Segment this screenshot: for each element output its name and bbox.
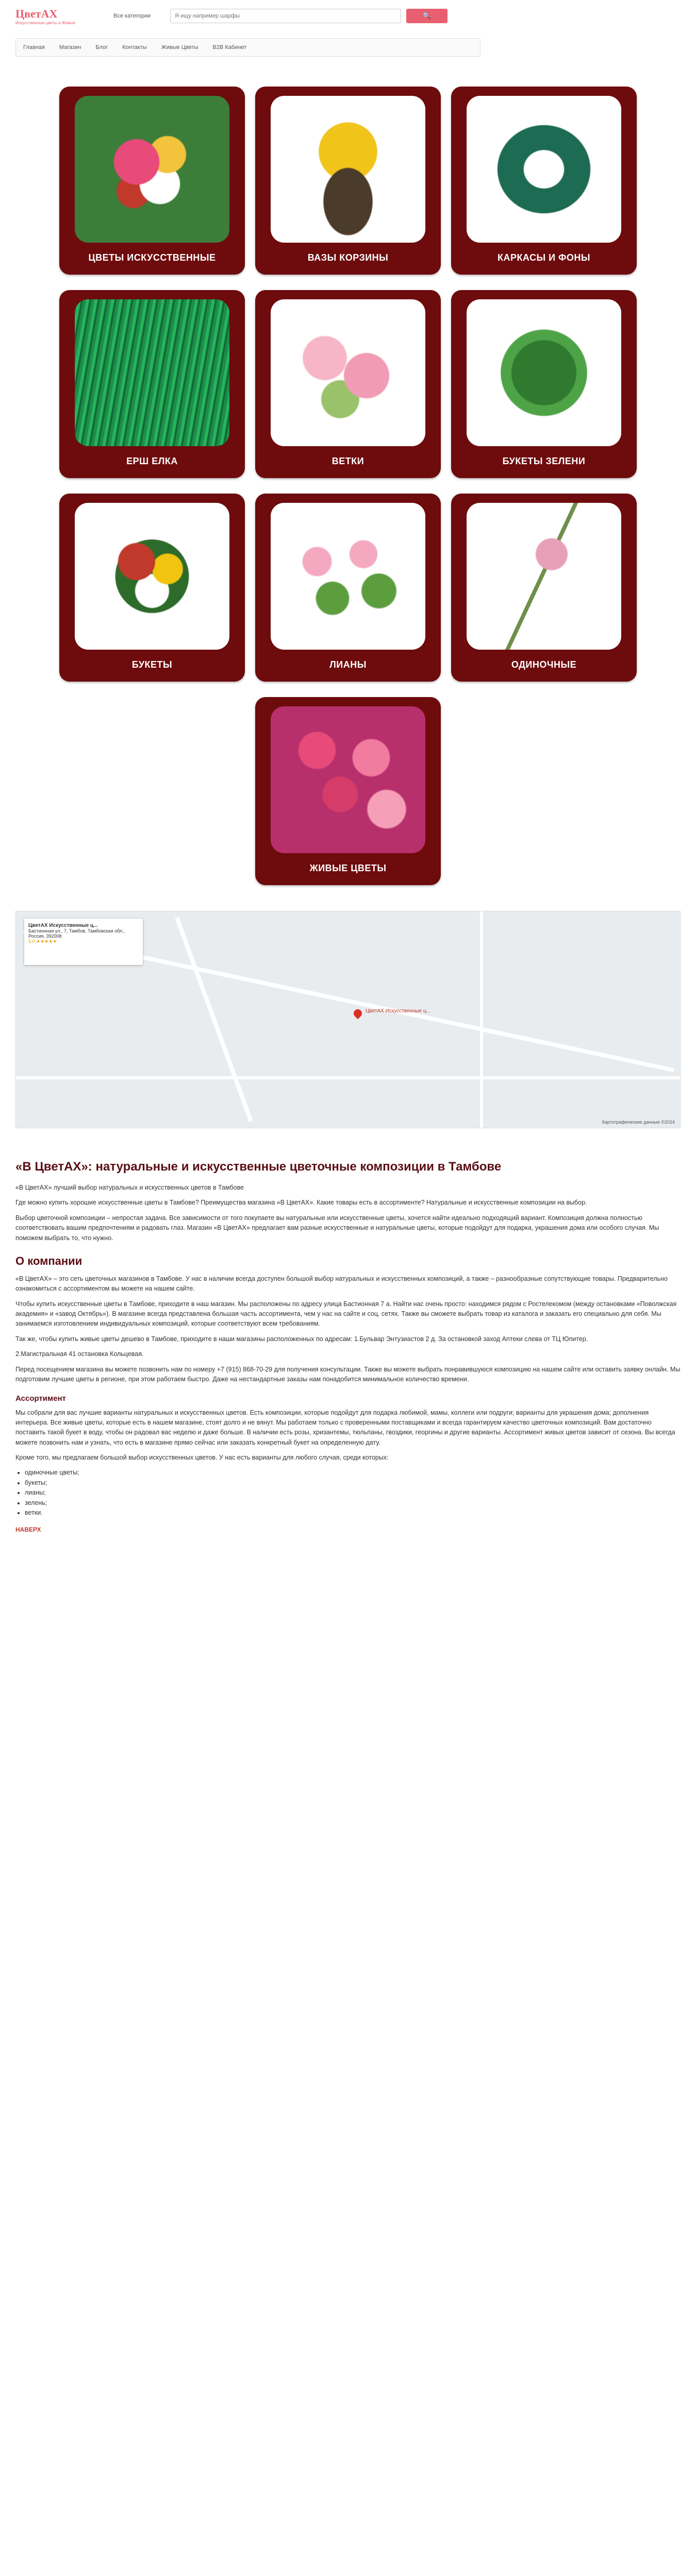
category-tile-single[interactable] — [451, 494, 637, 682]
map-road — [175, 917, 253, 1122]
nav-home[interactable]: Главная — [23, 44, 45, 50]
article-paragraph: «В ЦветАХ» лучший выбор натуральных и искусственных цветов в Тамбове — [15, 1184, 244, 1191]
category-tile-live-flowers[interactable] — [255, 697, 441, 885]
article-paragraph: 2.Магистральная 41 остановка Кольцевая. — [15, 1350, 144, 1358]
logo-subtitle: Искусственные цветы и Живые — [15, 20, 76, 25]
bouquets-image — [75, 503, 229, 650]
map-road — [480, 911, 483, 1128]
category-label: ЕРШ ЕЛКА — [126, 456, 178, 466]
category-label: БУКЕТЫ — [131, 659, 173, 670]
search-input[interactable] — [170, 9, 401, 23]
header — [15, 0, 681, 32]
assortment-list — [25, 1468, 681, 1518]
category-tile-bouquets[interactable] — [59, 494, 245, 682]
article-paragraph: Где можно купить хорошие искусственные цветы в Тамбове? Преимущества магазина «В ЦветАХ». Какие товары есть в ассортименте? Натуральные и искусственные композиции на выбор. — [15, 1199, 587, 1207]
single-flowers-image — [467, 503, 621, 650]
greenery-image — [467, 299, 621, 446]
back-to-top-link[interactable]: НАВЕРХ — [15, 1526, 41, 1534]
article-paragraph: Так же, чтобы купить живые цветы дешево в Тамбове, приходите в наши магазины расположенных по адресам: 1.Бульвар Энтузиастов 2 д. За остановкой заход Аптеки слева от ТЦ Юпитер. — [15, 1335, 588, 1343]
category-tile-branches[interactable] — [255, 290, 441, 478]
map-pin-icon[interactable] — [352, 1008, 364, 1020]
category-tile-frames[interactable] — [451, 87, 637, 275]
category-tile-spruce[interactable] — [59, 290, 245, 478]
nav-shop[interactable]: Магазин — [59, 44, 81, 50]
list-item: • букеты; — [25, 1478, 681, 1488]
nav-blog[interactable]: Блог — [95, 44, 108, 50]
assortment-heading: Ассортимент — [15, 1394, 66, 1403]
map-attribution: Картографические данные ©2024 — [602, 1120, 675, 1125]
map-place-rating: 5,0 ★★★★★ — [28, 939, 57, 944]
article-paragraph: Кроме того, мы предлагаем большой выбор искусственных цветов. У нас есть варианты для любого случая, среди которых: — [15, 1454, 389, 1462]
map-place-title: ЦветАХ Искусственные ц... — [28, 923, 98, 928]
category-grid-last — [15, 697, 681, 885]
store-map[interactable] — [15, 911, 681, 1128]
article-paragraph: Чтобы купить искусственные цветы в Тамбове, приходите в наш магазин. Мы расположены по адресу улица Бастионная 7 а. Найти нас очень просто: находимся рядом с Ростелекомом (между остановками «Поволжская академия» и «завод Октябрь»). В магазине всегда представлена большая часть ассортимента, чем у нас на сайте и соц. сетях. Также вы сможете выбрать товар из каталога и заказать его специально для себя. Мы занимаемся изготовлением индивидуальных композиций, которые соответствуют всем требованиям. — [15, 1300, 677, 1328]
map-road — [16, 1076, 681, 1079]
branches-image — [271, 299, 425, 446]
map-place-address: Бастионная ул., 7, Тамбов, Тамбовская обл., Россия, 392008 — [28, 928, 125, 939]
article-paragraph: Выбор цветочной композиции – непростая задача. Все зависимости от того покупаете вы натуральные или искусственные цветы, хочется найти идеально подходящий вариант. Композиция должна полностью соответствовать вашим предпочтениям и радовать глаз. Магазин «В ЦветАХ» предлагает вам разные искусственные и натуральные цветы, которые подойдут для подарка, украшения дома или особого случая. Мы поможем выбрать то, что нужно. — [15, 1214, 659, 1242]
logo-title: ЦветАХ — [15, 7, 58, 20]
page — [15, 0, 681, 1535]
logo[interactable] — [15, 7, 93, 25]
search-button[interactable] — [406, 9, 448, 23]
category-tile-greenery[interactable] — [451, 290, 637, 478]
category-grid — [15, 87, 681, 682]
seo-article — [15, 1159, 681, 1535]
search-category-select[interactable]: Все категории — [113, 13, 151, 19]
artificial-flowers-image — [75, 96, 229, 243]
article-title: «В ЦветАХ»: натуральные и искусственные цветочные композиции в Тамбове — [15, 1160, 502, 1174]
nav-live-flowers[interactable]: Живые Цветы — [161, 44, 198, 50]
list-item: • зелень; — [25, 1498, 681, 1508]
live-flowers-image — [271, 706, 425, 853]
map-place-card[interactable] — [24, 919, 143, 965]
nav-b2b[interactable]: B2B Кабинет — [212, 44, 247, 50]
search-icon: 🔍 — [422, 12, 432, 20]
category-label: БУКЕТЫ ЗЕЛЕНИ — [502, 456, 586, 466]
main-nav — [15, 38, 480, 57]
category-label: ЖИВЫЕ ЦВЕТЫ — [309, 863, 387, 873]
category-label: ОДИНОЧНЫЕ — [511, 659, 577, 670]
map-pin-label: ЦветАХ Искусственные ц... — [366, 1008, 431, 1014]
category-label: ЛИАНЫ — [329, 659, 367, 670]
vines-image — [271, 503, 425, 650]
spruce-image — [75, 299, 229, 446]
search-bar — [113, 9, 448, 23]
category-label: ЦВЕТЫ ИСКУССТВЕННЫЕ — [88, 252, 216, 263]
article-paragraph: Перед посещением магазина вы можете позвонить нам по номеру +7 (915) 868-70-29 для получения консультации. Также вы можете выбрать понравившуюся композицию на нашем сайте или оставить заявку онлайн. Мы подготовим лучшие цветы в регионе, при этом работаем быстро. Даже на нестандартные заказы нам понадобится минимальное количество времени. — [15, 1365, 681, 1383]
category-tile-vines[interactable] — [255, 494, 441, 682]
article-paragraph: «В ЦветАХ» – это сеть цветочных магазинов в Тамбове. У нас в наличии всегда доступен большой выбор натуральных и искусственных композиций, а также – разнообразные сопутствующие товары. Предварительно ознакомиться с ассортиментом вы можете на нашем сайте. — [15, 1275, 668, 1293]
list-item: • лианы; — [25, 1488, 681, 1498]
category-label: ВАЗЫ КОРЗИНЫ — [307, 252, 389, 263]
category-tile-artificial-flowers[interactable] — [59, 87, 245, 275]
category-label: ВЕТКИ — [332, 456, 364, 466]
category-label: КАРКАСЫ И ФОНЫ — [497, 252, 591, 263]
category-tile-vases-baskets[interactable] — [255, 87, 441, 275]
about-heading: О компании — [15, 1254, 82, 1267]
article-paragraph: Мы собрали для вас лучшие варианты натуральных и искусственных цветов. Есть композиции, которые подойдут для подарка любимой, мамы, коллеги или подруги; варианты для украшения дома; дополнения интерьера. Все живые цветы, которые есть в нашем магазине, стоят долго и не вянут. Мы работаем только с проверенными поставщиками и всегда гарантируем качество цветочных композиций. Вам достаточно поставить такой букет в воду, чтобы он радовал вас неделю и даже больше. В наличии есть розы, хризантемы, тюльпаны, гвоздики, георгины и другие варианты. Ассортимент живых цветов зависит от сезона. Вы всегда можете позвонить нам и узнать, что есть в магазине прямо сейчас или заказать конкретный букет на определенную дату. — [15, 1409, 675, 1446]
vases-baskets-image — [271, 96, 425, 243]
frames-image — [467, 96, 621, 243]
list-item: • ветки. — [25, 1508, 681, 1518]
list-item: • одиночные цветы; — [25, 1468, 681, 1478]
nav-contacts[interactable]: Контакты — [122, 44, 147, 50]
